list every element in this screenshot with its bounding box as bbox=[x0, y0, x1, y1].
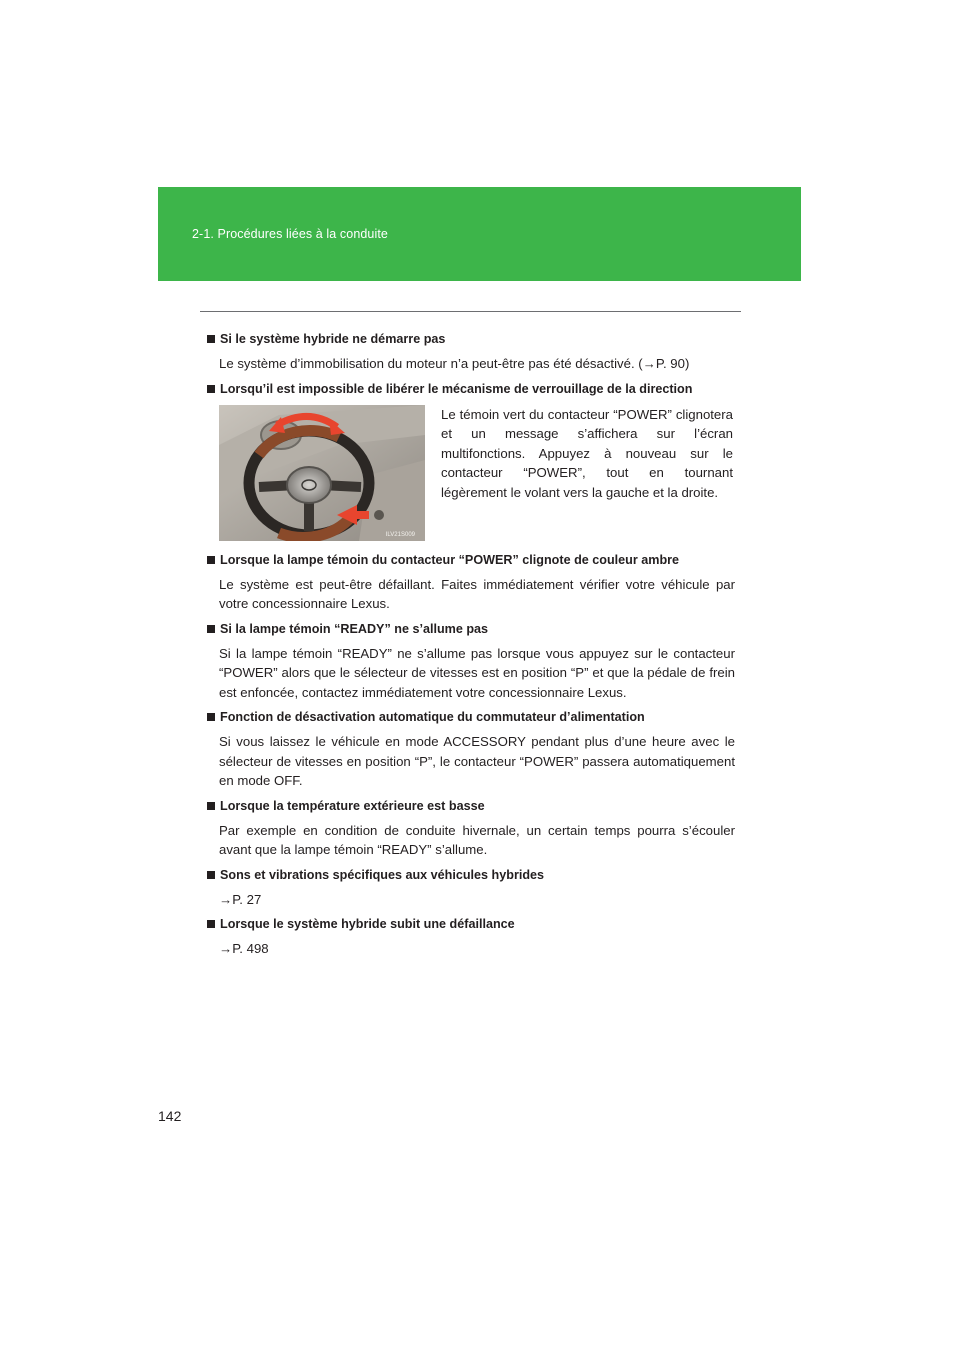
square-bullet-icon bbox=[207, 556, 215, 564]
note-heading bbox=[207, 380, 735, 399]
note-body: Le témoin vert du contacteur “POWER” clignotera et un message s’affichera sur l’écran multifonctions. Appuyez à nouveau sur le contacteur “POWER”, tout en tournant légèrement le volant vers la gauche et la droite. bbox=[441, 406, 733, 500]
note-item bbox=[207, 797, 735, 860]
note-heading bbox=[207, 620, 735, 639]
square-bullet-icon bbox=[207, 335, 215, 343]
square-bullet-icon bbox=[207, 385, 215, 393]
note-heading-text: Sons et vibrations spécifiques aux véhicules hybrides bbox=[220, 867, 545, 882]
square-bullet-icon bbox=[207, 625, 215, 633]
note-heading-text: Fonction de désactivation automatique du commutateur d’alimentation bbox=[220, 710, 645, 724]
note-heading bbox=[207, 330, 735, 349]
note-item bbox=[207, 708, 735, 791]
note-heading-text: Lorsque le système hybride subit une défaillance bbox=[220, 917, 515, 931]
note-heading-text: Si le système hybride ne démarre pas bbox=[220, 332, 446, 346]
steering-wheel-illustration bbox=[219, 405, 425, 541]
note-item bbox=[207, 915, 735, 959]
note-heading bbox=[207, 866, 735, 885]
header-divider bbox=[200, 311, 741, 312]
note-heading bbox=[207, 797, 735, 816]
note-body: Le système d’immobilisation du moteur n’a peut-être pas été désactivé. (→P. 90) bbox=[219, 356, 690, 371]
note-heading-text: Lorsque la température extérieure est basse bbox=[220, 798, 485, 813]
note-heading bbox=[207, 708, 735, 727]
note-heading bbox=[207, 551, 735, 570]
figure-code: ILV21S009 bbox=[385, 531, 415, 538]
note-item bbox=[207, 551, 735, 614]
note-item bbox=[207, 330, 735, 374]
note-item bbox=[207, 620, 735, 703]
square-bullet-icon bbox=[207, 802, 215, 810]
note-heading-text: Lorsqu’il est impossible de libérer le mécanisme de verrouillage de la direction bbox=[220, 381, 693, 396]
page-reference-link[interactable]: →P. 27 bbox=[219, 891, 262, 907]
note-body: Si vous laissez le véhicule en mode ACCESSORY pendant plus d’une heure avec le sélecteur de vitesses en position “P”, le contacteur “POWER” passera automatiquement en mode OFF. bbox=[219, 734, 735, 788]
note-body: Si la lampe témoin “READY” ne s’allume pas lorsque vous appuyez sur le contacteur “POWER” alors que le sélecteur de vitesses est en position “P” et que la pédale de frein est enfoncée, contactez immédiatement votre concessionnaire Lexus. bbox=[219, 645, 735, 700]
square-bullet-icon bbox=[207, 920, 215, 928]
note-heading-text: Si la lampe témoin “READY” ne s’allume pas bbox=[220, 621, 489, 636]
note-heading bbox=[207, 915, 735, 934]
note-body: Par exemple en condition de conduite hivernale, un certain temps pourra s’écouler avant que la lampe témoin “READY” s’allume. bbox=[219, 822, 735, 857]
note-body: Le système est peut-être défaillant. Faites immédiatement vérifier votre véhicule par votre concessionnaire Lexus. bbox=[219, 576, 735, 611]
square-bullet-icon bbox=[207, 871, 215, 879]
page-reference-link[interactable]: →P. 498 bbox=[219, 941, 269, 956]
square-bullet-icon bbox=[207, 713, 215, 721]
note-item bbox=[207, 866, 735, 910]
page-number: 142 bbox=[158, 1108, 182, 1124]
section-title: 2-1. Procédures liées à la conduite bbox=[192, 227, 388, 241]
page-content bbox=[207, 330, 735, 965]
section-header-band bbox=[158, 187, 801, 281]
figure-row bbox=[219, 405, 735, 541]
note-heading-text: Lorsque la lampe témoin du contacteur “POWER” clignote de couleur ambre bbox=[220, 552, 680, 567]
note-item bbox=[207, 380, 735, 541]
